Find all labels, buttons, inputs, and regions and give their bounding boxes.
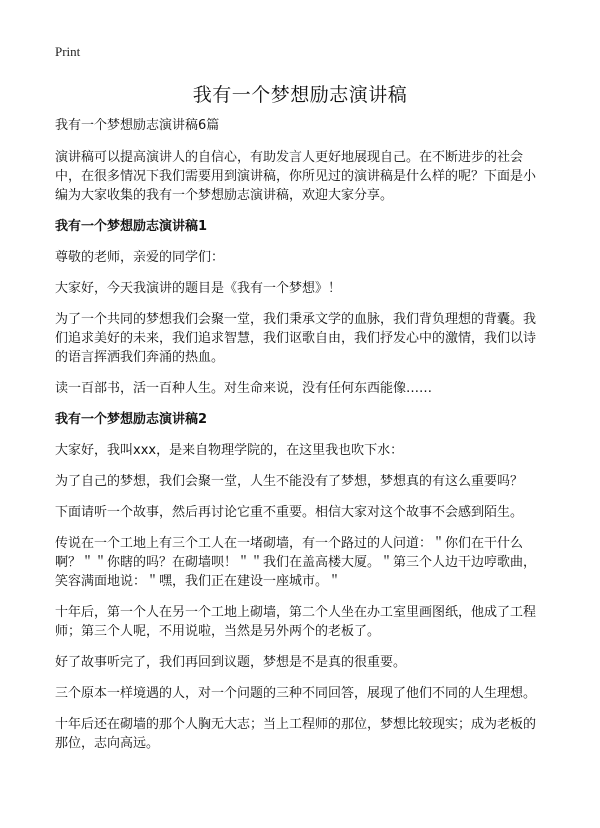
print-link[interactable]: Print [55,44,81,59]
section-2-paragraph: 传说在一个工地上有三个工人在一堵砌墙，有一个路过的人问道：＂你们在干什么啊？＂＂你瞎的吗？在砌墙呗！＂＂我们在盖高楼大厦。＂第三个人边干边哼歌曲，笑容满面地说：＂嘿，我们正在建设一座城市。＂ [55,536,537,589]
intro-paragraph: 演讲稿可以提高演讲人的自信心，有助发言人更好地展现自己。在不断进步的社会中，在很多情况下我们需要用到演讲稿，你所见过的演讲稿是什么样的呢？下面是小编为大家收集的我有一个梦想励志演讲稿，欢迎大家分享。 [55,150,537,203]
section-2-paragraph: 十年后，第一个人在另一个工地上砌墙，第二个人坐在办工室里画图纸，他成了工程师；第三个人呢，不用说啦，当然是另外两个的老板了。 [55,605,537,639]
section-1-paragraph: 读一百部书，活一百种人生。对生命来说，没有任何东西能像…… [55,381,433,396]
page-title: 我有一个梦想励志演讲稿 [192,84,408,106]
section-2-paragraph: 大家好，我叫xxx，是来自物理学院的，在这里我也吹下水： [55,443,404,458]
section-2-paragraph: 好了故事听完了，我们再回到议题，梦想是不是真的很重要。 [55,655,407,670]
section-1-paragraph: 大家好，今天我演讲的题目是《我有一个梦想》！ [55,281,342,296]
section-heading-1: 我有一个梦想励志演讲稿1 [55,219,208,234]
section-heading-2: 我有一个梦想励志演讲稿2 [55,412,208,427]
section-2-paragraph: 十年后还在砌墙的那个人胸无大志；当上工程师的那位，梦想比较现实；成为老板的那位，志向高远。 [55,717,537,751]
section-2-paragraph: 下面请听一个故事，然后再讨论它重不重要。相信大家对这个故事不会感到陌生。 [55,505,524,520]
document-subtitle: 我有一个梦想励志演讲稿6篇 [55,118,220,133]
section-1-paragraph: 尊敬的老师，亲爱的同学们： [55,250,225,265]
section-2-paragraph: 为了自己的梦想，我们会聚一堂，人生不能没有了梦想，梦想真的有这么重要吗？ [55,474,524,489]
section-1-paragraph: 为了一个共同的梦想我们会聚一堂，我们秉承文学的血脉，我们背负理想的背囊。我们追求美好的未来，我们追求智慧，我们讴歌自由，我们抒发心中的激情，我们以诗的语言挥洒我们奔涌的热血。 [55,312,537,365]
section-2-paragraph: 三个原本一样境遇的人，对一个问题的三种不同回答，展现了他们不同的人生理想。 [55,686,537,701]
document-body [55,116,548,765]
